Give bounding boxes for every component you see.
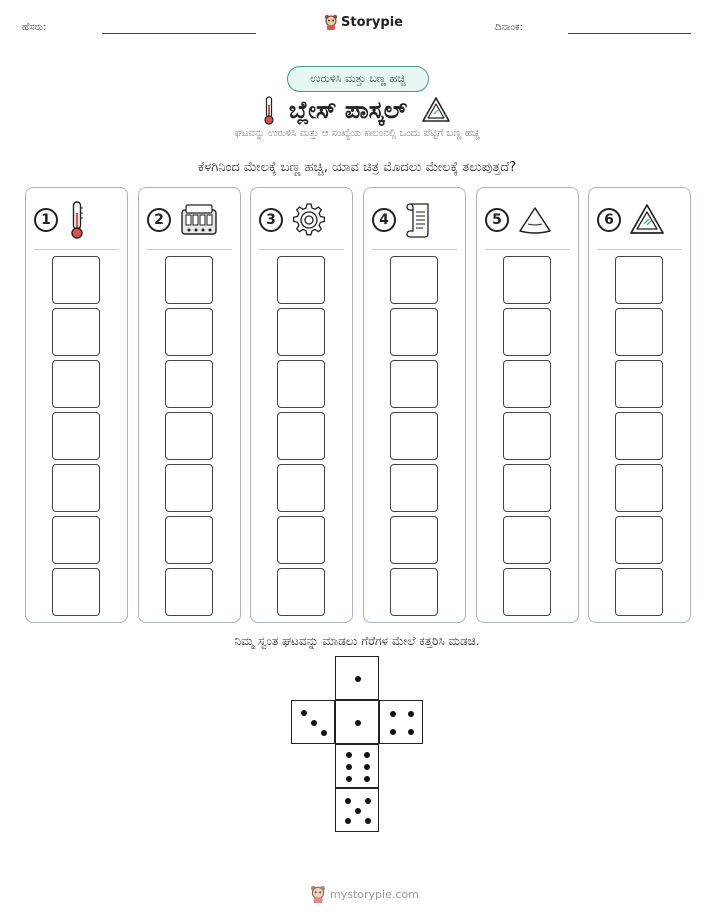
cut-instruction: ನಿಮ್ಮ ಸ್ವಂತ ಘಟವನ್ನು ಮಾಡಲು ಗೆರೆಗಳ ಮೇಲೆ ಕತ್ತರಿಸಿ ಮಡಚಿ. <box>234 634 480 648</box>
thermometer-icon <box>66 200 88 240</box>
die-pip <box>311 720 317 726</box>
calculator-machine-icon <box>179 202 219 238</box>
color-box[interactable] <box>615 412 663 460</box>
color-box[interactable] <box>277 256 325 304</box>
color-box[interactable] <box>277 308 325 356</box>
color-box[interactable] <box>52 256 100 304</box>
warning-triangle-icon <box>629 203 665 237</box>
column-divider <box>597 249 682 250</box>
color-box[interactable] <box>615 308 663 356</box>
name-label: ಹೆಸರು: <box>22 22 47 33</box>
color-box[interactable] <box>165 412 213 460</box>
die-pip <box>364 764 370 770</box>
storypie-mascot-icon <box>310 885 326 903</box>
color-box[interactable] <box>277 464 325 512</box>
die-pip <box>346 752 352 758</box>
column-number: 6 <box>597 208 621 232</box>
die-pip <box>365 818 371 824</box>
color-box[interactable] <box>503 308 551 356</box>
column-number: 3 <box>259 208 283 232</box>
column-number: 4 <box>372 208 396 232</box>
footer-url: mystorypie.com <box>330 887 419 901</box>
color-box[interactable] <box>52 360 100 408</box>
storypie-mascot-icon <box>324 14 338 30</box>
die-pip <box>355 720 361 726</box>
die-pip <box>408 711 414 717</box>
color-box[interactable] <box>503 568 551 616</box>
column-divider <box>34 249 119 250</box>
die-face-4 <box>379 700 423 744</box>
date-line <box>568 33 691 34</box>
column-5 <box>476 187 579 623</box>
color-box[interactable] <box>390 360 438 408</box>
color-box[interactable] <box>390 308 438 356</box>
color-box[interactable] <box>165 256 213 304</box>
gear-icon <box>291 202 327 238</box>
color-box[interactable] <box>165 516 213 564</box>
color-box[interactable] <box>165 568 213 616</box>
color-box[interactable] <box>52 516 100 564</box>
color-box[interactable] <box>277 360 325 408</box>
die-face-1 <box>335 700 379 744</box>
die-pip <box>390 711 396 717</box>
color-box[interactable] <box>390 516 438 564</box>
color-box[interactable] <box>165 464 213 512</box>
die-pip <box>346 764 352 770</box>
die-pip <box>390 729 396 735</box>
color-box[interactable] <box>165 360 213 408</box>
column-divider <box>372 249 457 250</box>
die-face-1 <box>335 656 379 700</box>
color-box[interactable] <box>165 308 213 356</box>
color-box[interactable] <box>52 412 100 460</box>
activity-badge: ಉರುಳಿಸಿ ಮತ್ತು ಬಣ್ಣ ಹಚ್ಚಿ <box>287 66 429 92</box>
die-pip <box>364 776 370 782</box>
scroll-icon <box>404 200 434 240</box>
column-2 <box>138 187 241 623</box>
column-number: 2 <box>147 208 171 232</box>
warning-triangle-icon <box>421 96 451 124</box>
die-face-6 <box>335 744 379 788</box>
column-divider <box>147 249 232 250</box>
color-box[interactable] <box>390 568 438 616</box>
die-pip <box>346 776 352 782</box>
column-number: 1 <box>34 208 58 232</box>
color-box[interactable] <box>277 412 325 460</box>
die-face-5 <box>335 788 379 832</box>
triangle-icon <box>517 204 553 236</box>
die-pip <box>345 818 351 824</box>
column-divider <box>485 249 570 250</box>
column-number: 5 <box>485 208 509 232</box>
column-1 <box>25 187 128 623</box>
subtitle-instruction: ಘಟವನ್ನು ಉರುಳಿಸಿ ಮತ್ತು ಆ ಸಂಖ್ಯೆಯ ಕಾಲಂನಲ್ಲಿ ಒಂದು ಪೆಟ್ಟಿಗೆ ಬಣ್ಣ ಹಚ್ಚಿ <box>234 128 480 139</box>
column-3 <box>250 187 353 623</box>
color-box[interactable] <box>52 308 100 356</box>
color-box[interactable] <box>390 412 438 460</box>
die-pip <box>355 808 361 814</box>
color-box[interactable] <box>503 256 551 304</box>
name-line <box>102 33 256 34</box>
color-box[interactable] <box>503 412 551 460</box>
footer <box>310 885 419 903</box>
die-pip <box>408 729 414 735</box>
die-pip <box>365 798 371 804</box>
color-box[interactable] <box>390 256 438 304</box>
color-box[interactable] <box>503 516 551 564</box>
die-pip <box>301 710 307 716</box>
brand-name: Storypie <box>341 14 403 30</box>
column-4 <box>363 187 466 623</box>
date-label: ದಿನಾಂಕ: <box>495 22 523 33</box>
column-divider <box>259 249 344 250</box>
thermometer-icon <box>263 95 275 125</box>
die-pip <box>355 676 361 682</box>
die-pip <box>345 798 351 804</box>
die-pip <box>364 752 370 758</box>
color-box[interactable] <box>615 516 663 564</box>
title-row <box>0 94 714 126</box>
die-pip <box>321 730 327 736</box>
color-box[interactable] <box>277 516 325 564</box>
color-box[interactable] <box>615 256 663 304</box>
color-box[interactable] <box>52 568 100 616</box>
color-box[interactable] <box>615 568 663 616</box>
brand-logo <box>324 14 403 30</box>
column-6 <box>588 187 691 623</box>
die-face-3 <box>291 700 335 744</box>
color-box[interactable] <box>503 360 551 408</box>
color-box[interactable] <box>52 464 100 512</box>
color-box[interactable] <box>390 464 438 512</box>
question-text: ಕೆಳಗಿನಿಂದ ಮೇಲಕ್ಕೆ ಬಣ್ಣ ಹಚ್ಚಿ, ಯಾವ ಚಿತ್ರ ಮೊದಲು ಮೇಲಕ್ಕೆ ತಲುಪುತ್ತದೆ? <box>197 160 517 175</box>
color-box[interactable] <box>615 464 663 512</box>
color-box[interactable] <box>503 464 551 512</box>
page-title: ಬ್ಲೇಸ್ ಪಾಸ್ಕಲ್ <box>288 96 408 124</box>
color-box[interactable] <box>615 360 663 408</box>
color-box[interactable] <box>277 568 325 616</box>
